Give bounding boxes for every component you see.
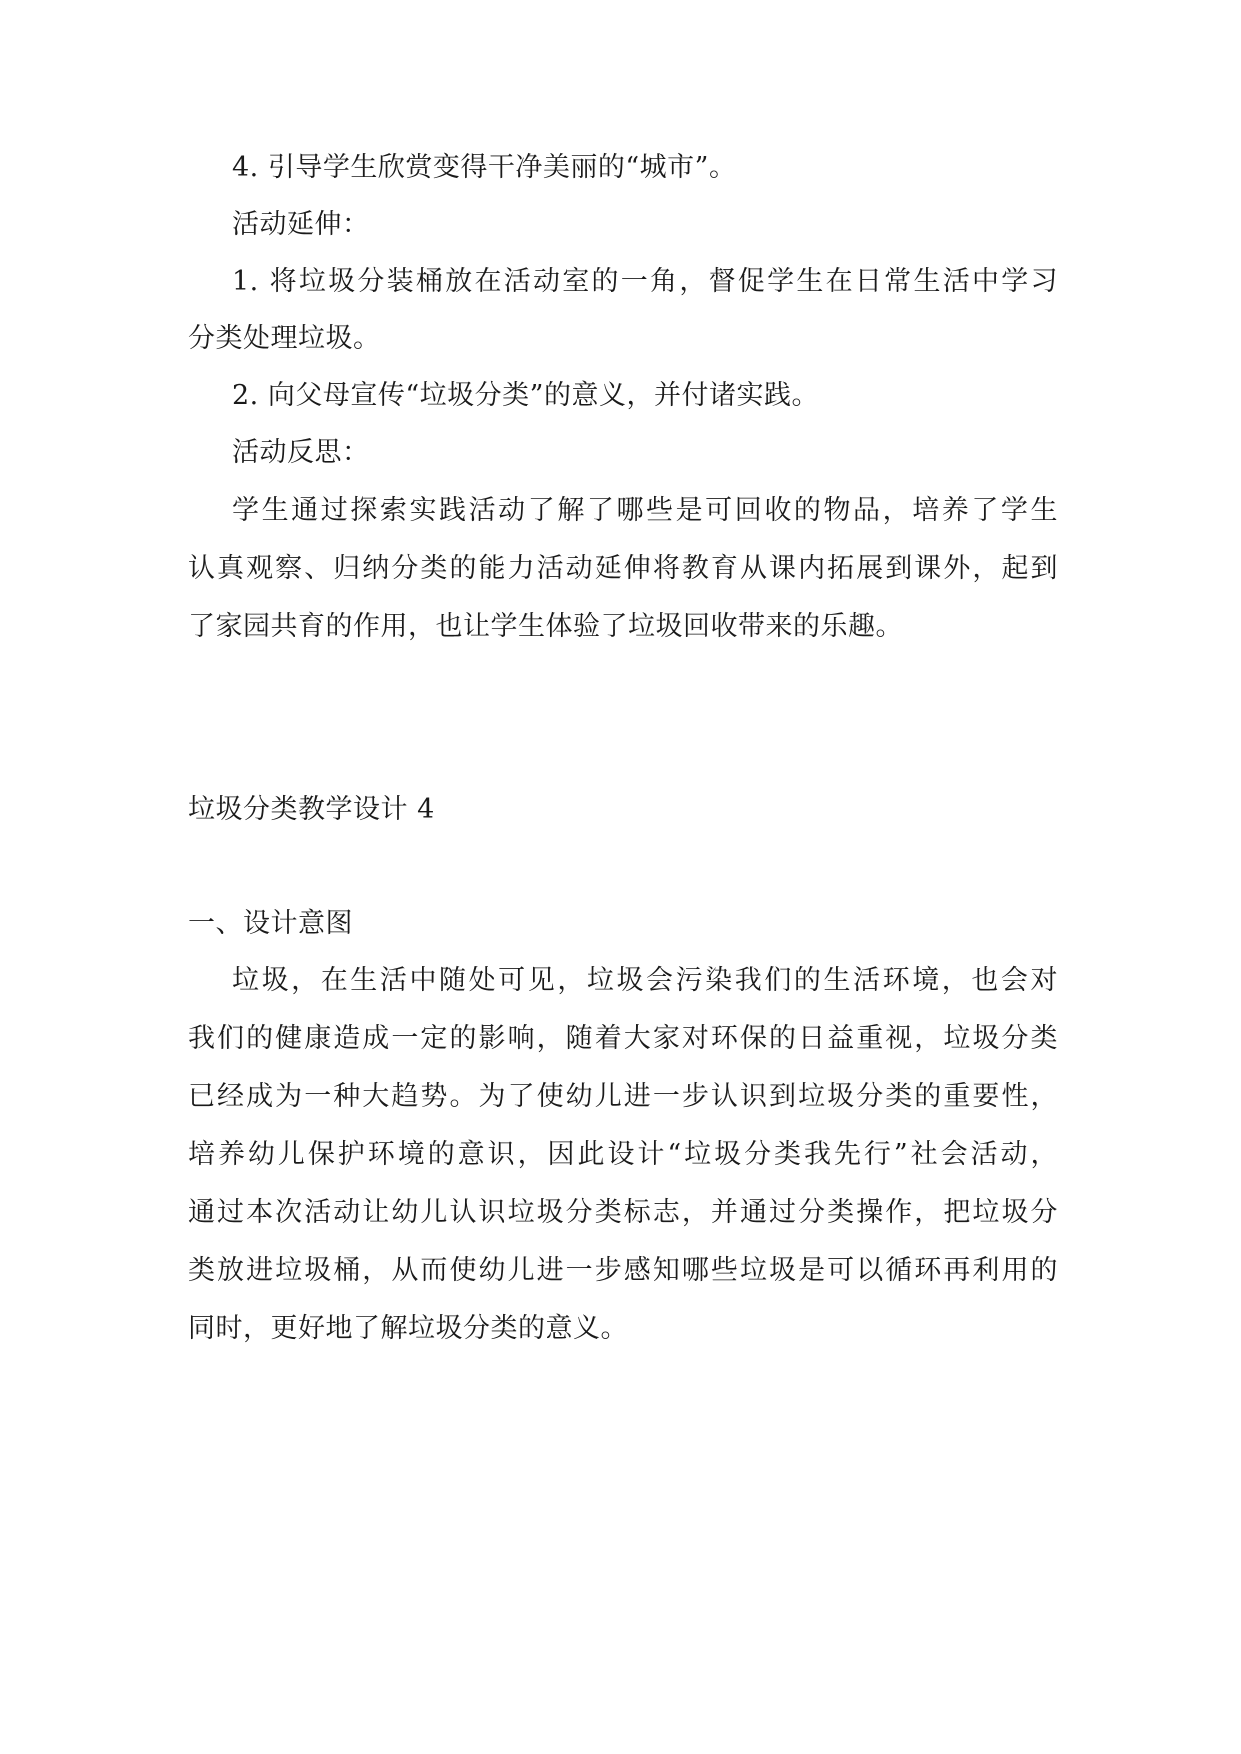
- paragraph-design-intent-line-3: 已经成为一种大趋势。为了使幼儿进一步认识到垃圾分类的重要性，: [188, 1081, 1058, 1112]
- paragraph-design-intent-line-7: 同时，更好地了解垃圾分类的意义。: [188, 1313, 628, 1344]
- paragraph-reflection-line-2: 认真观察、归纳分类的能力活动延伸将教育从课内拓展到课外，起到: [188, 553, 1058, 584]
- paragraph-extension-item-1-line-2: 分类处理垃圾。: [188, 323, 381, 354]
- paragraph-design-intent-line-2: 我们的健康造成一定的影响，随着大家对环保的日益重视，垃圾分类: [188, 1023, 1058, 1054]
- paragraph-design-intent-line-5: 通过本次活动让幼儿认识垃圾分类标志，并通过分类操作，把垃圾分: [188, 1197, 1058, 1228]
- heading-design-intent: 一、设计意图: [188, 908, 353, 939]
- paragraph-extension-item-2: 2. 向父母宣传“垃圾分类”的意义，并付诸实践。: [232, 380, 819, 411]
- paragraph-design-intent-line-1: 垃圾，在生活中随处可见，垃圾会污染我们的生活环境，也会对: [232, 965, 1058, 996]
- paragraph-reflection-line-1: 学生通过探索实践活动了解了哪些是可回收的物品，培养了学生: [232, 495, 1058, 526]
- paragraph-reflection-line-3: 了家园共育的作用，也让学生体验了垃圾回收带来的乐趣。: [188, 611, 903, 642]
- paragraph-design-intent-line-6: 类放进垃圾桶，从而使幼儿进一步感知哪些垃圾是可以循环再利用的: [188, 1255, 1058, 1286]
- paragraph-extension-item-1-line-1: 1. 将垃圾分装桶放在活动室的一角，督促学生在日常生活中学习: [232, 266, 1058, 297]
- section-title: 垃圾分类教学设计 4: [188, 794, 435, 825]
- heading-activity-reflection: 活动反思：: [232, 437, 370, 468]
- paragraph-item-4: 4. 引导学生欣赏变得干净美丽的“城市”。: [232, 152, 737, 183]
- heading-activity-extension: 活动延伸：: [232, 209, 370, 240]
- paragraph-design-intent-line-4: 培养幼儿保护环境的意识，因此设计“垃圾分类我先行”社会活动，: [188, 1139, 1058, 1170]
